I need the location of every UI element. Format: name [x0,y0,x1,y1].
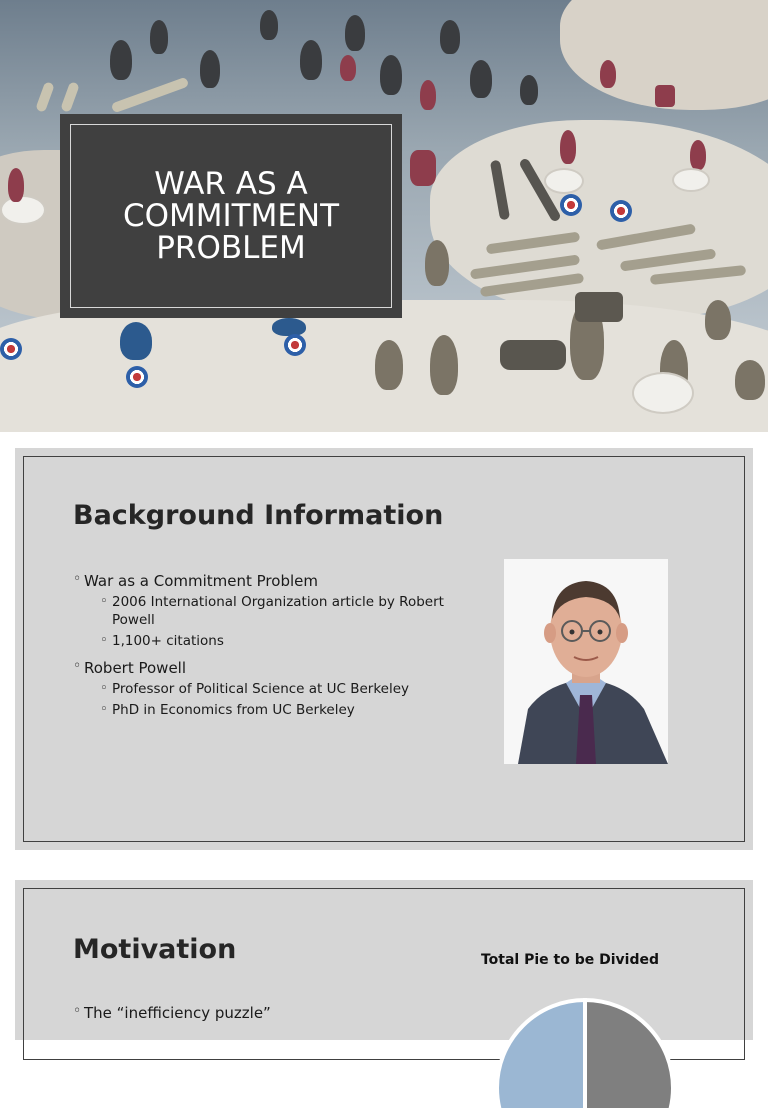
background-slide [15,448,753,850]
bullet-text: War as a Commitment Problem [84,572,318,590]
pie-slice-blue [497,1000,585,1108]
red-soldier-piece [410,150,436,186]
piece-base [632,372,694,414]
bullet-item [73,659,473,720]
tan-soldier-piece [375,340,403,390]
red-soldier-piece [655,85,675,107]
red-soldier-piece [560,130,576,164]
dark-soldier-piece [440,20,460,54]
portrait-photo [504,559,668,764]
bullet-list [73,1004,473,1028]
piece-base [672,168,710,192]
sub-bullet-item: ◦ 2006 International Organization article by Robert Powell [84,594,473,629]
tank-piece [500,340,566,370]
tank-piece [575,292,623,322]
dark-soldier-piece [200,50,220,88]
blue-soldier-piece [120,322,152,360]
roundel-marker [0,338,22,360]
pie-chart [485,988,685,1108]
tan-soldier-piece [705,300,731,340]
slide-title: WAR AS A COMMITMENT PROBLEM [122,166,340,266]
title-slide [0,0,768,432]
tan-soldier-piece [430,335,458,395]
dark-soldier-piece [150,20,168,54]
roundel-marker [560,194,582,216]
piece-base [544,168,584,194]
chart-title: Total Pie to be Divided [480,952,659,968]
pie-slice-gray [585,1000,673,1108]
bullet-item: ◦ The “inefficiency puzzle” [73,1004,473,1022]
portrait-illustration [504,559,668,764]
dark-soldier-piece [260,10,278,40]
red-soldier-piece [690,140,706,170]
tan-soldier-piece [425,240,449,286]
dark-soldier-piece [345,15,365,51]
motivation-slide [15,880,753,1040]
red-soldier-piece [8,168,24,202]
roundel-marker [610,200,632,222]
slide-heading: Background Information [73,500,444,531]
bullet-item [73,572,473,651]
sub-bullet-item: ◦ 1,100+ citations [84,633,473,651]
dark-soldier-piece [380,55,402,95]
sub-bullet-item: ◦ Professor of Political Science at UC Berkeley [84,681,473,699]
dark-soldier-piece [300,40,322,80]
dark-soldier-piece [470,60,492,98]
blue-soldier-piece [272,318,306,336]
roundel-marker [284,334,306,356]
bullet-text: Robert Powell [84,658,187,677]
slide-heading: Motivation [73,934,237,965]
sub-bullet-list [84,681,473,720]
dark-soldier-piece [110,40,132,80]
sub-bullet-item: ◦ PhD in Economics from UC Berkeley [84,702,473,720]
piece-base [0,195,46,225]
bullet-list [73,572,473,728]
dark-soldier-piece [520,75,538,105]
title-border [70,124,392,308]
red-soldier-piece [600,60,616,88]
title-box [60,114,402,318]
roundel-marker [126,366,148,388]
red-soldier-piece [420,80,436,110]
sub-bullet-list [84,594,473,651]
tan-soldier-piece [735,360,765,400]
red-soldier-piece [340,55,356,81]
